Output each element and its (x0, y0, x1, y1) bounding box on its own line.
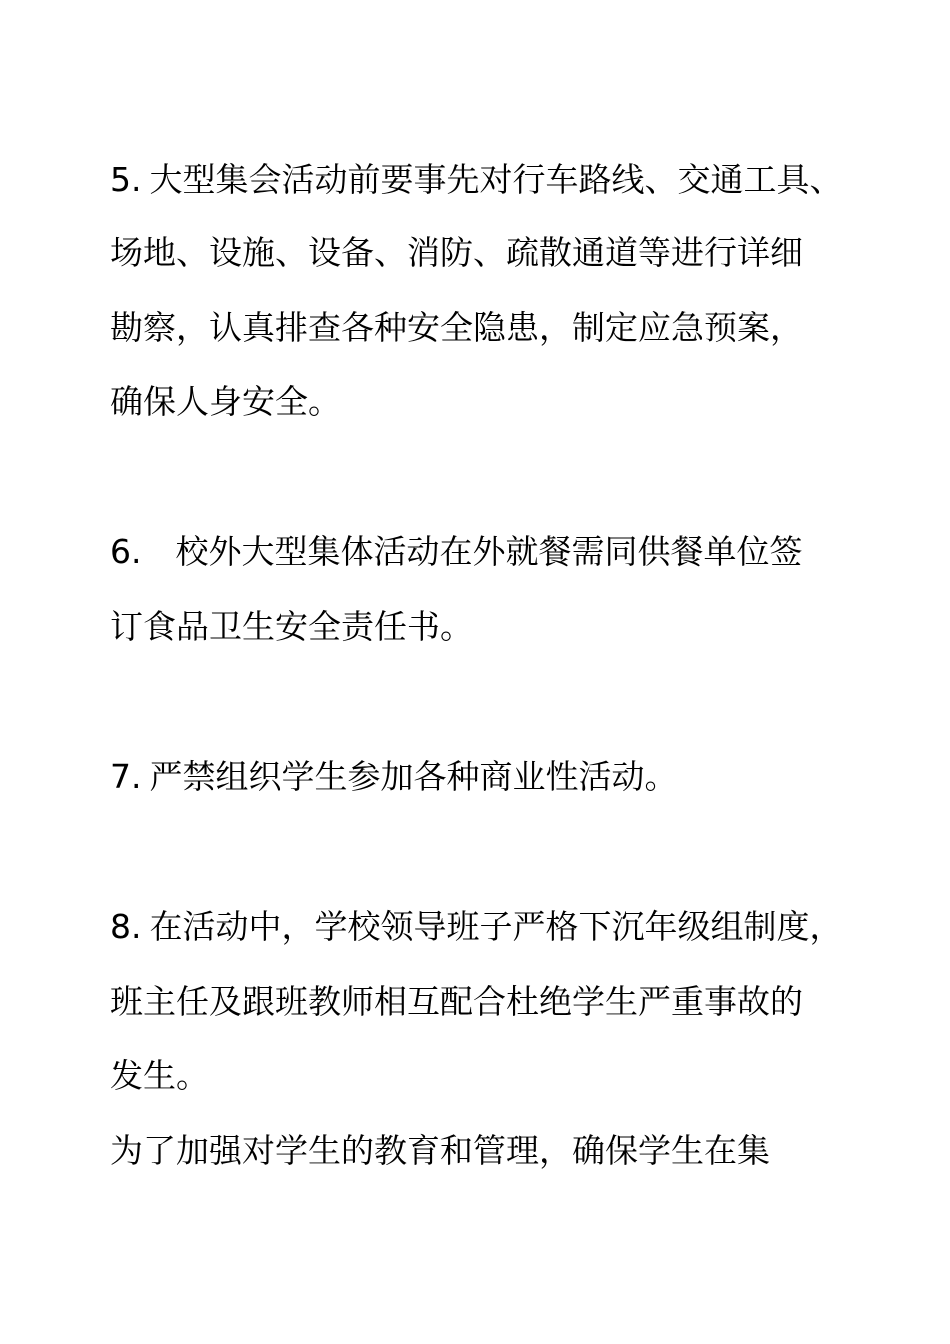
item-6-number: 6. (110, 532, 142, 571)
item-6-text-2: 订食品卫生安全责任书。 (110, 607, 473, 646)
item-7-line-1 (110, 757, 870, 797)
item-8-line-1 (110, 907, 870, 947)
closing-line-1 (110, 1131, 870, 1171)
item-6-line-1 (110, 532, 870, 572)
item-5-text-4: 确保人身安全。 (110, 382, 341, 421)
item-8-text-2: 班主任及跟班教师相互配合杜绝学生严重事故的 (110, 982, 803, 1021)
item-8-line-2 (110, 982, 870, 1022)
item-8-text-1: 在活动中，学校领导班子严格下沉年级组制度， (149, 907, 843, 946)
item-5-text-3: 勘察，认真排查各种安全隐患，制定应急预案， (110, 308, 803, 347)
item-6-line-2 (110, 607, 870, 647)
item-5-number: 5. (110, 160, 142, 199)
item-7-number: 7. (110, 757, 142, 796)
item-5-line-2 (110, 233, 870, 273)
item-5-line-3 (110, 308, 870, 348)
item-7-text-1: 严禁组织学生参加各种商业性活动。 (149, 757, 678, 796)
item-8-line-3 (110, 1056, 870, 1096)
item-8-text-3: 发生。 (110, 1056, 209, 1095)
item-5-text-1: 大型集会活动前要事先对行车路线、交通工具、 (149, 160, 843, 199)
item-5-line-1 (110, 160, 870, 200)
item-5-text-2: 场地、设施、设备、消防、疏散通道等进行详细 (110, 233, 803, 272)
item-6-text-1: 校外大型集体活动在外就餐需同供餐单位签 (175, 532, 803, 571)
closing-text-1: 为了加强对学生的教育和管理，确保学生在集 (110, 1131, 770, 1170)
item-8-number: 8. (110, 907, 142, 946)
item-5-line-4 (110, 382, 870, 422)
